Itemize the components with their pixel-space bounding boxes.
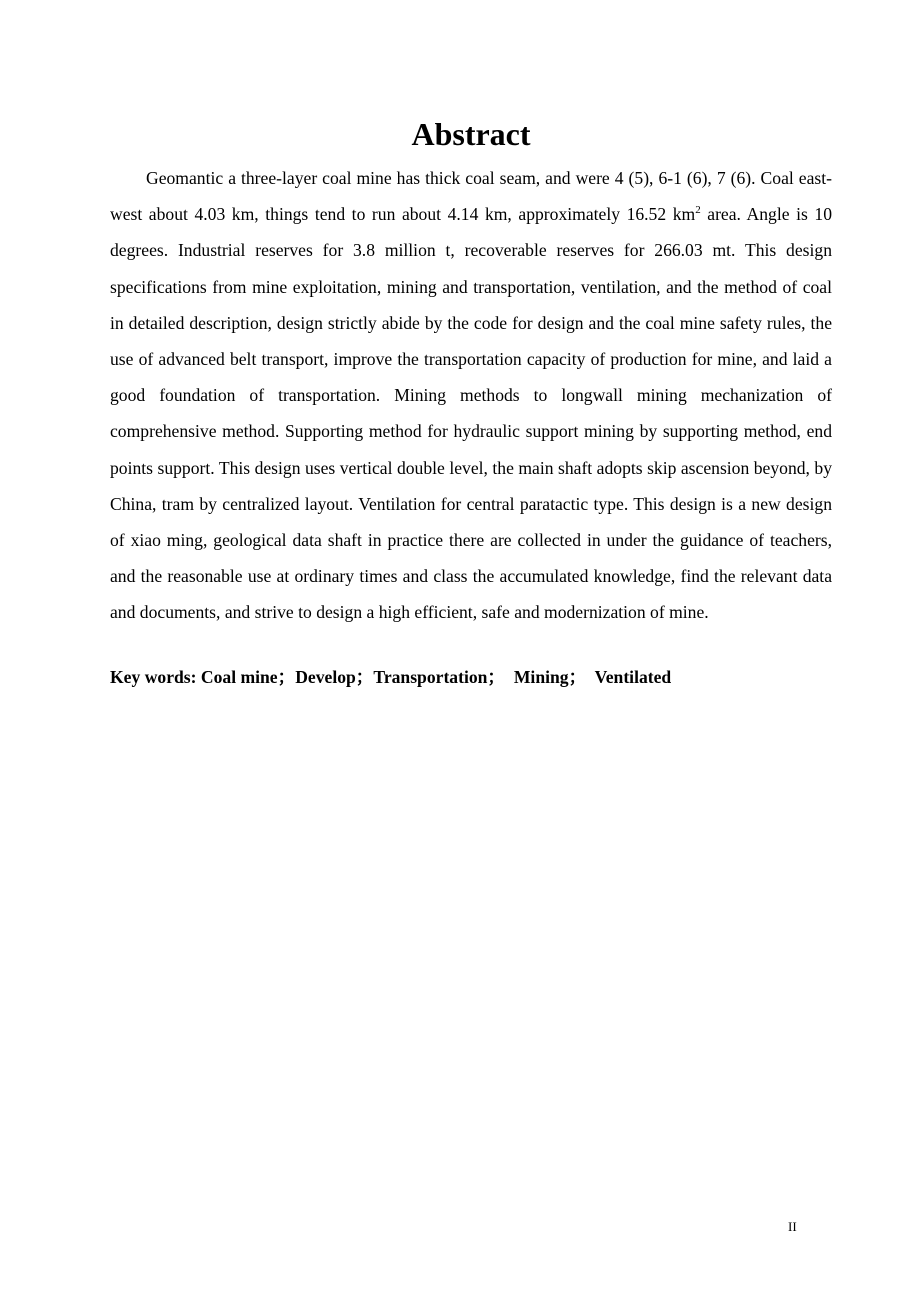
abstract-body <box>110 160 832 631</box>
area-unit-superscript: 2 <box>695 204 701 217</box>
page-title: Abstract <box>411 116 531 152</box>
keywords-line: Key words: Coal mine；Develop；Transportation； Mining； Ventilated <box>110 667 672 687</box>
page-number: II <box>788 1219 797 1234</box>
abstract-text-part2: area. Angle is 10 degrees. Industrial reserves for 3.8 million t, recoverable reserves for 266.03 mt. This design specifications from mine exploitation, mining and transportation, ventilation, and the method of coal in detailed description, design strictly abide by the code for design and the coal mine safety rules, the use of advanced belt transport, improve the transportation capacity of production for mine, and laid a good foundation of transportation. Mining methods to longwall mining mechanization of comprehensive method. Supporting method for hydraulic support mining by supporting method, end points support. This design uses vertical double level, the main shaft adopts skip ascension beyond, by China, tram by centralized layout. Ventilation for central paratactic type. This design is a new design of xiao ming, geological data shaft in practice there are collected in under the guidance of teachers, and the reasonable use at ordinary times and class the accumulated knowledge, find the relevant data and documents, and strive to design a high efficient, safe and modernization of mine. <box>110 204 832 623</box>
abstract-text-part1: Geomantic a three-layer coal mine has thick coal seam, and were 4 (5), 6-1 (6), 7 (6). Coal east-west about 4.03 km, things tend to run about 4.14 km, approximately 16.52 km <box>110 168 832 225</box>
